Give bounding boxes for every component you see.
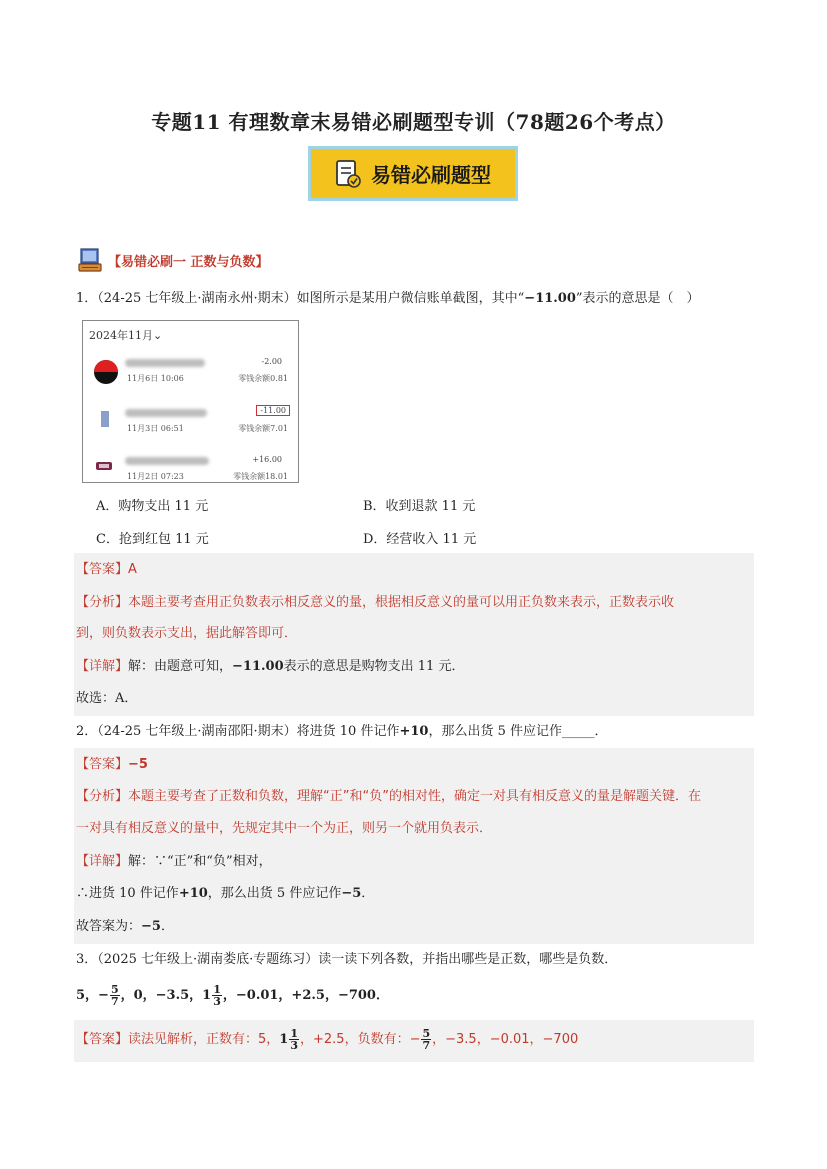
detail-1: 【详解】解：由题意可知，−11.00表示的意思是购物支出 11 元． bbox=[76, 659, 465, 674]
detail-2: 【详解】解：∵“正”和“负”相对， bbox=[76, 854, 272, 869]
page-title: 专题11 有理数章末易错必刷题型专训（78题26个考点） bbox=[151, 110, 676, 134]
fraction: $\frac{5}{7}$ bbox=[422, 1027, 431, 1052]
bill-amount: -2.00 bbox=[261, 357, 282, 366]
analysis-1-cont: 到，则负数表示支出，据此解答即可． bbox=[76, 626, 298, 641]
bill-amount-highlighted: -11.00 bbox=[256, 405, 290, 416]
banner-label: 易错必刷题型 bbox=[371, 163, 491, 187]
bill-amount: +16.00 bbox=[252, 455, 282, 464]
fraction: $\frac{5}{7}$ bbox=[110, 983, 119, 1008]
computer-icon bbox=[78, 247, 104, 273]
analysis-2-cont: 一对具有相反意义的量中，先规定其中一个为正，则另一个就用负表示． bbox=[76, 821, 493, 836]
fraction: $\frac{1}{3}$ bbox=[290, 1027, 298, 1052]
answer-2: 【答案】−5 bbox=[76, 757, 148, 772]
option-d: D．经营收入 11 元 bbox=[363, 532, 477, 547]
bill-row: 11月6日 10:06 -2.00 零钱余额0.81 bbox=[83, 357, 298, 393]
question-2-stem: 2．（24-25 七年级上·湖南邵阳·期末）将进货 10 件记作+10，那么出货 5 件应记作_____． bbox=[76, 724, 608, 739]
analysis-2: 【分析】本题主要考查了正数和负数，理解“正”和“负”的相对性，确定一对具有相反意义的量是解题关键．在 bbox=[76, 789, 701, 804]
blurred-merchant bbox=[125, 359, 205, 367]
section-label: 【易错必刷一 正数与负数】 bbox=[108, 254, 269, 270]
number-list: 5，− $\frac{5}{7}$ ，0，−3.5，1 $\frac{1}{3}$ ，−0.01，+2.5，−700． bbox=[76, 983, 389, 1008]
blurred-merchant bbox=[125, 457, 209, 465]
topic-banner bbox=[308, 146, 518, 201]
bill-month: 2024年11月⌄ bbox=[89, 329, 163, 342]
bill-row: 11月3日 06:51 -11.00 零钱余额7.01 bbox=[83, 407, 298, 443]
fraction: $\frac{1}{3}$ bbox=[213, 983, 221, 1008]
detail-2-conclusion: 故答案为：−5． bbox=[76, 919, 174, 934]
merchant-logo-icon bbox=[101, 411, 109, 427]
merchant-logo-icon bbox=[93, 359, 119, 385]
highlight-value: −11.00 bbox=[524, 291, 576, 306]
merchant-logo-icon bbox=[95, 459, 113, 473]
blurred-merchant bbox=[125, 409, 207, 417]
option-a: A．购物支出 11 元 bbox=[96, 499, 209, 514]
detail-1-conclusion: 故选：A． bbox=[76, 691, 138, 706]
analysis-1: 【分析】本题主要考查用正负数表示相反意义的量，根据相反意义的量可以用正负数来表示，正数表示收 bbox=[76, 595, 675, 610]
question-1-stem: 1．（24-25 七年级上·湖南永州·期末）如图所示是某用户微信账单截图，其中“−11.00”表示的意思是（ ） bbox=[76, 291, 700, 306]
question-3-stem: 3．（2025 七年级上·湖南娄底·专题练习）读一读下列各数，并指出哪些是正数，哪些是负数． bbox=[76, 952, 618, 967]
bill-row: 11月2日 07:23 +16.00 零钱余额18.01 bbox=[83, 455, 298, 491]
section-heading bbox=[78, 246, 269, 274]
detail-2-step: ∴进货 10 件记作+10，那么出货 5 件应记作−5． bbox=[76, 886, 375, 901]
option-c: C．抢到红包 11 元 bbox=[96, 532, 209, 547]
bill-screenshot bbox=[82, 320, 299, 483]
solution-block-2 bbox=[74, 748, 754, 944]
option-b: B．收到退款 11 元 bbox=[363, 499, 476, 514]
answer-3: 【答案】读法见解析，正数有：5，1 $\frac{1}{3}$ ，+2.5，负数有：− $\frac{5}{7}$ ，−3.5，−0.01，−700 bbox=[76, 1027, 579, 1052]
answer-1: 【答案】A bbox=[76, 562, 137, 577]
checklist-icon bbox=[335, 159, 361, 189]
